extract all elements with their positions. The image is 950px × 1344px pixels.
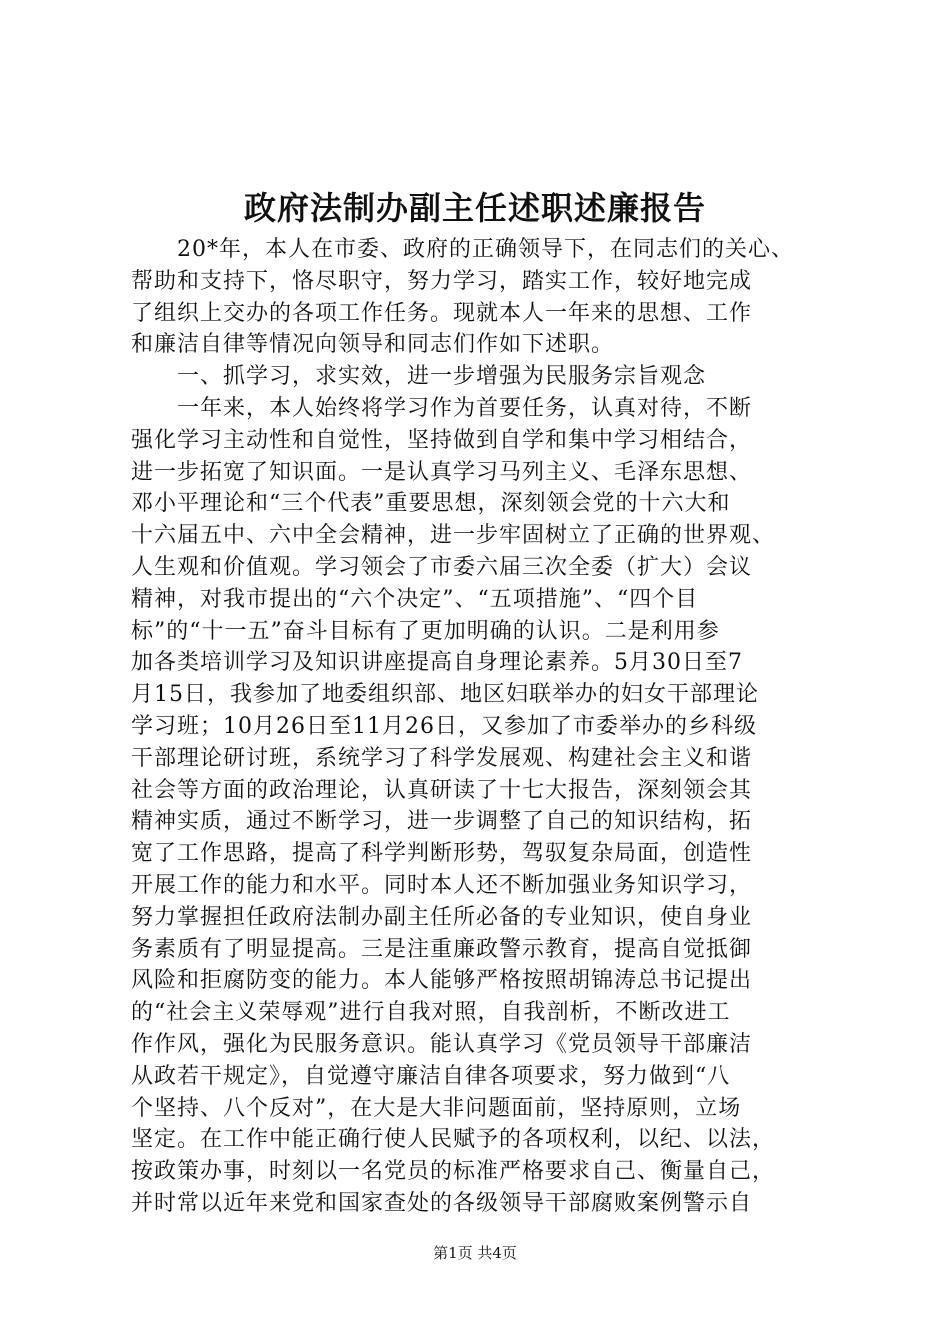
body-line: 强化学习主动性和自觉性，坚持做到自学和集中学习相结合，: [131, 427, 753, 453]
body-line: 一年来，本人始终将学习作为首要任务，认真对待，不断: [131, 395, 753, 421]
body-line: 了组织上交办的各项工作任务。现就本人一年来的思想、工作: [131, 300, 753, 326]
body-line: 帮助和支持下，恪尽职守，努力学习，踏实工作，较好地完成: [131, 268, 753, 294]
body-line: 的“社会主义荣辱观”进行自我对照，自我剖析，不断改进工: [131, 1000, 731, 1026]
body-line: 社会等方面的政治理论，认真研读了十七大报告，深刻领会其: [131, 777, 753, 803]
body-line: 务素质有了明显提高。三是注重廉政警示教育，提高自觉抵御: [131, 936, 753, 962]
body-line: 宽了工作思路，提高了科学判断形势，驾驭复杂局面，创造性: [131, 841, 753, 867]
body-line: 邓小平理论和“三个代表”重要思想，深刻领会党的十六大和: [131, 491, 731, 517]
body-line: 十六届五中、六中全会精神，进一步牢固树立了正确的世界观、: [131, 523, 776, 549]
body-line: 月15日，我参加了地委组织部、地区妇联举办的妇女干部理论: [131, 682, 759, 708]
body-line: 精神实质，通过不断学习，进一步调整了自己的知识结构，拓: [131, 809, 753, 835]
body-line: 精神，对我市提出的“六个决定”、“五项措施”、“四个目: [131, 586, 699, 612]
body-line: 加各类培训学习及知识讲座提高自身理论素养。5月30日至7: [131, 650, 743, 676]
body-line: 人生观和价值观。学习领会了市委六届三次全委（扩大）会议: [131, 554, 753, 580]
body-line: 20*年，本人在市委、政府的正确领导下，在同志们的关心、: [131, 237, 794, 262]
document-body: [131, 234, 831, 1220]
body-line: 进一步拓宽了知识面。一是认真学习马列主义、毛泽东思想、: [131, 459, 753, 485]
body-line: 和廉洁自律等情况向领导和同志们作如下述职。: [131, 332, 615, 358]
body-line: 风险和拒腐防变的能力。本人能够严格按照胡锦涛总书记提出: [131, 968, 753, 994]
body-line: 坚定。在工作中能正确行使人民赋予的各项权利，以纪、以法，: [131, 1127, 776, 1153]
page-number: 第1页 共4页: [433, 1244, 517, 1262]
body-line: 标”的“十一五”奋斗目标有了更加明确的认识。二是利用参: [131, 618, 720, 644]
body-line: 从政若干规定》，自觉遵守廉洁自律各项要求，努力做到“八: [131, 1063, 731, 1089]
body-line: 努力掌握担任政府法制办副主任所必备的专业知识，使自身业: [131, 904, 753, 930]
body-line: 开展工作的能力和水平。同时本人还不断加强业务知识学习，: [131, 872, 753, 898]
body-line: 按政策办事，时刻以一名党员的标准严格要求自己、衡量自己，: [131, 1159, 776, 1185]
body-line: 干部理论研讨班，系统学习了科学发展观、构建社会主义和谐: [131, 745, 753, 771]
body-line: 一、抓学习，求实效，进一步增强为民服务宗旨观念: [131, 364, 707, 390]
body-line: 作作风，强化为民服务意识。能认真学习《党员领导干部廉洁: [131, 1031, 753, 1057]
body-line: 并时常以近年来党和国家查处的各级领导干部腐败案例警示自: [131, 1190, 753, 1216]
body-line: 个坚持、八个反对”，在大是大非问题面前，坚持原则，立场: [131, 1095, 742, 1121]
document-title: 政府法制办副主任述职述廉报告: [243, 189, 706, 227]
body-line: 学习班；10月26日至11月26日，又参加了市委举办的乡科级: [131, 713, 757, 739]
